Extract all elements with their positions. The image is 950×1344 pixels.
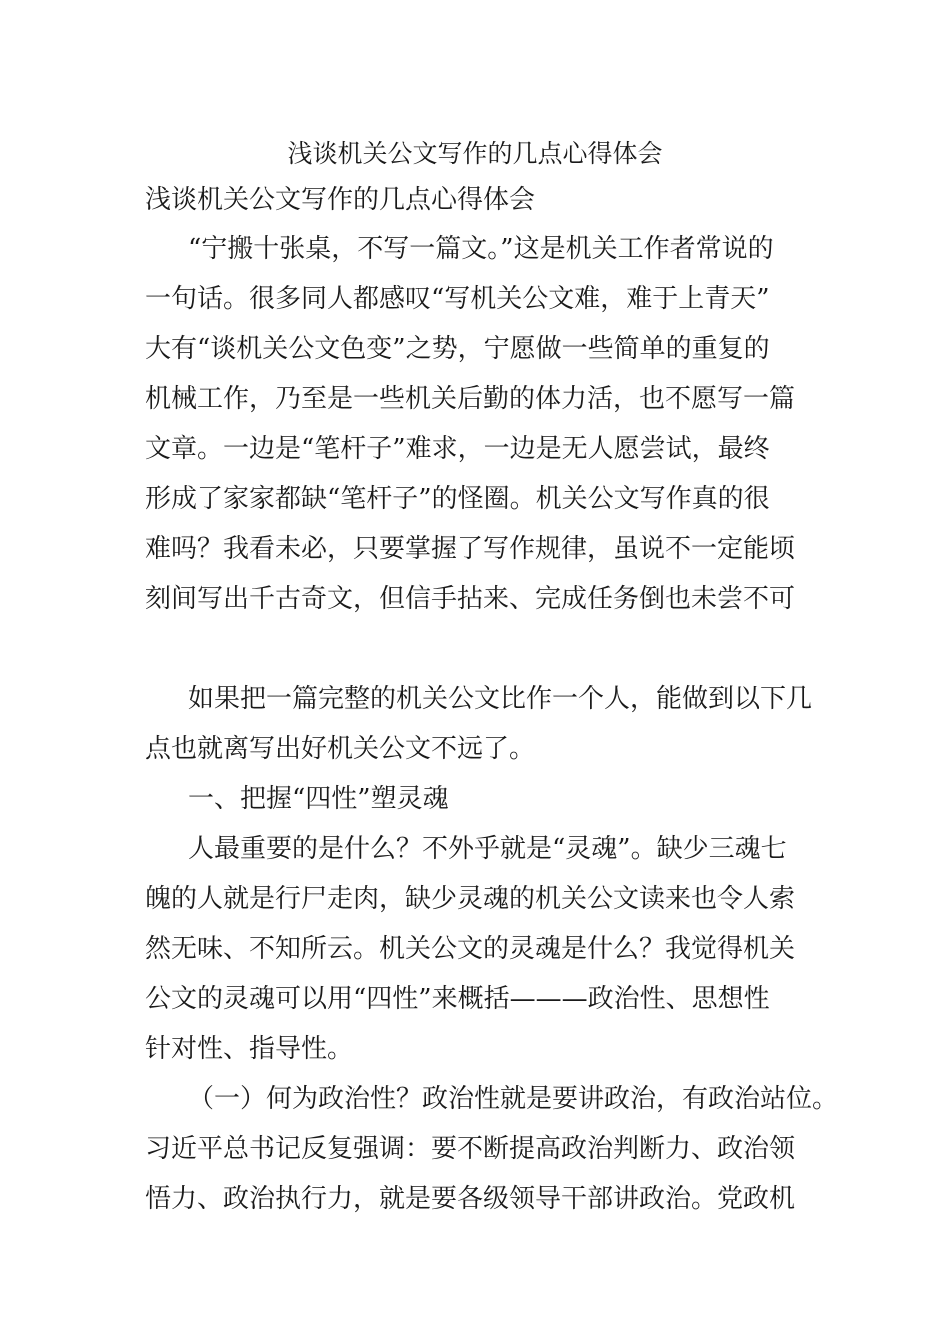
heading-line: 一、把握“四性”塑灵魂 [188,784,449,814]
paragraph-line: “宁搬十张桌，不写一篇文。”这是机关工作者常说的 [188,234,774,264]
paragraph-line: 难吗？我看未必，只要掌握了写作规律，虽说不一定能顷 [145,534,796,564]
paragraph-line: 刻间写出千古奇文，但信手拈来、完成任务倒也未尝不可 [145,584,796,614]
paragraph-line: 机械工作，乃至是一些机关后勤的体力活，也不愿写一篇 [145,384,796,414]
paragraph-line: 大有“谈机关公文色变”之势，宁愿做一些简单的重复的 [145,334,770,364]
paragraph-line: 如果把一篇完整的机关公文比作一个人，能做到以下几 [188,684,813,714]
paragraph-line: 悟力、政治执行力，就是要各级领导干部讲政治。党政机 [145,1184,796,1214]
paragraph-line: （一）何为政治性？政治性就是要讲政治，有政治站位。 [188,1084,839,1114]
paragraph-line: 一句话。很多同人都感叹“写机关公文难，难于上青天” [145,284,770,314]
paragraph-soul [145,824,815,1074]
paragraph-line: 习近平总书记反复强调：要不断提高政治判断力、政治领 [145,1134,796,1164]
paragraph-intro [145,224,815,624]
paragraph-line: 文章。一边是“笔杆子”难求，一边是无人愿尝试，最终 [145,434,770,464]
paragraph-line: 针对性、指导性。 [145,1034,354,1064]
document-subtitle [145,177,815,223]
subtitle-line: 浅谈机关公文写作的几点心得体会 [145,185,536,215]
section-heading [145,774,815,824]
paragraph-line: 人最重要的是什么？不外乎就是“灵魂”。缺少三魂七 [188,834,787,864]
paragraph-politics [145,1074,839,1224]
paragraph-line: 形成了家家都缺“笔杆子”的怪圈。机关公文写作真的很 [145,484,770,514]
document-title: 浅谈机关公文写作的几点心得体会 [287,139,663,168]
paragraph-line: 魄的人就是行尸走肉，缺少灵魂的机关公文读来也令人索 [145,884,796,914]
paragraph-metaphor [145,674,815,774]
paragraph-line: 点也就离写出好机关公文不远了。 [145,734,536,764]
paragraph-line: 公文的灵魂可以用“四性”来概括———政治性、思想性 [145,984,770,1014]
paragraph-line: 然无味、不知所云。机关公文的灵魂是什么？我觉得机关 [145,934,796,964]
